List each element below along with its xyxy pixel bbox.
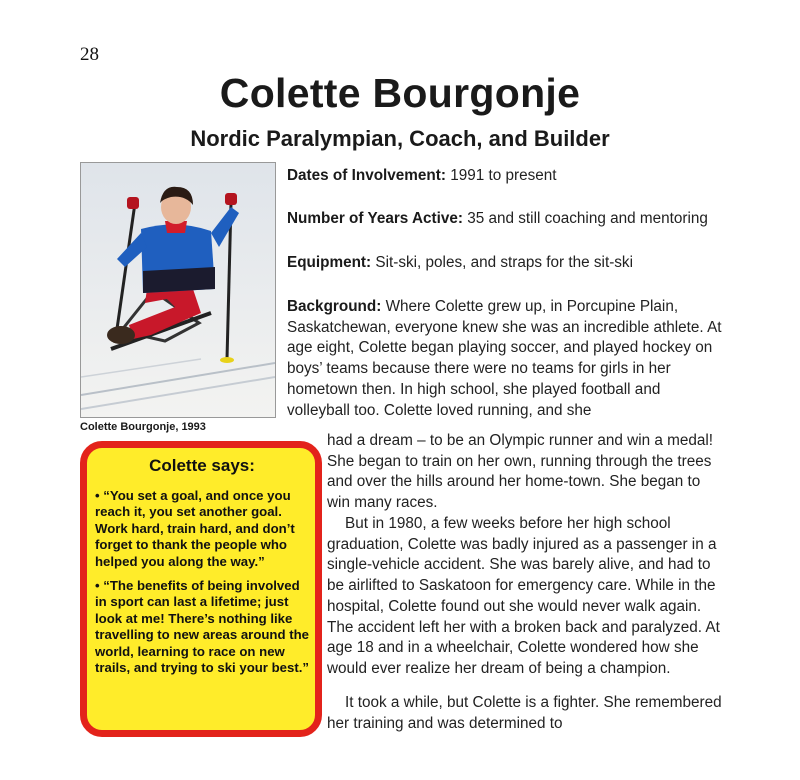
accident-paragraph: But in 1980, a few weeks before her high school graduation, Colette was badly injured as a passenger in a single-vehicle accident. She was barely alive, and had to be airlifted to Saskatoon for emergency care. While in the hospital, Colette found out she would never walk again. The accident left her with a broken back and paralyzed. At age 18 and in a wheelchair, Colette wondered how she would ever realize her dream of being a champion. [327, 515, 720, 677]
background-continuation: had a dream – to be an Olympic runner and win a medal! She began to train on her own, running through the trees and over the hills around her home-town. She began to win many races. [327, 432, 714, 512]
page-title: Colette Bourgonje [219, 70, 581, 116]
fact-value: Sit-ski, poles, and straps for the sit-ski [375, 254, 633, 271]
fighter-paragraph: It took a while, but Colette is a fighter. She remembered her training and was determined to [327, 694, 722, 732]
callout-quote: • “The benefits of being involved in sport can last a lifetime; just look at me! There’s nothing like travelling to new areas around the world, learning to race on new trails, and trying to ski your best.” [95, 578, 309, 676]
fact-equipment [287, 253, 727, 274]
callout-quote: • “You set a goal, and once you reach it, you set another goal. Work hard, train hard, and don’t forget to thank the people who helped you along the way.” [95, 488, 295, 569]
photo-caption: Colette Bourgonje, 1993 [80, 421, 206, 433]
fact-years [287, 209, 727, 230]
page-subtitle: Nordic Paralympian, Coach, and Builder [190, 126, 610, 151]
athlete-photo [80, 162, 276, 418]
background-label: Background: [287, 298, 382, 315]
fact-dates [287, 166, 727, 187]
callout-heading: Colette says: [149, 456, 255, 475]
background-text-part1: Where Colette grew up, in Porcupine Plain, Saskatchewan, everyone knew she was an incredible athlete. At age eight, Colette began playing soccer, and played hockey on boys’ teams because there were no teams for girls in her hometown then. In high school, she played football and volleyball too. Colette loved running, and she [287, 298, 722, 419]
sit-ski-photo-illustration [81, 163, 275, 417]
fact-label: Equipment: [287, 254, 372, 271]
background-paragraph [287, 297, 727, 421]
fact-label: Dates of Involvement: [287, 167, 446, 184]
page-number: 28 [80, 44, 99, 65]
fact-label: Number of Years Active: [287, 210, 463, 227]
fact-value: 35 and still coaching and mentoring [467, 210, 708, 227]
quote-callout [80, 441, 322, 737]
fact-value: 1991 to present [450, 167, 557, 184]
